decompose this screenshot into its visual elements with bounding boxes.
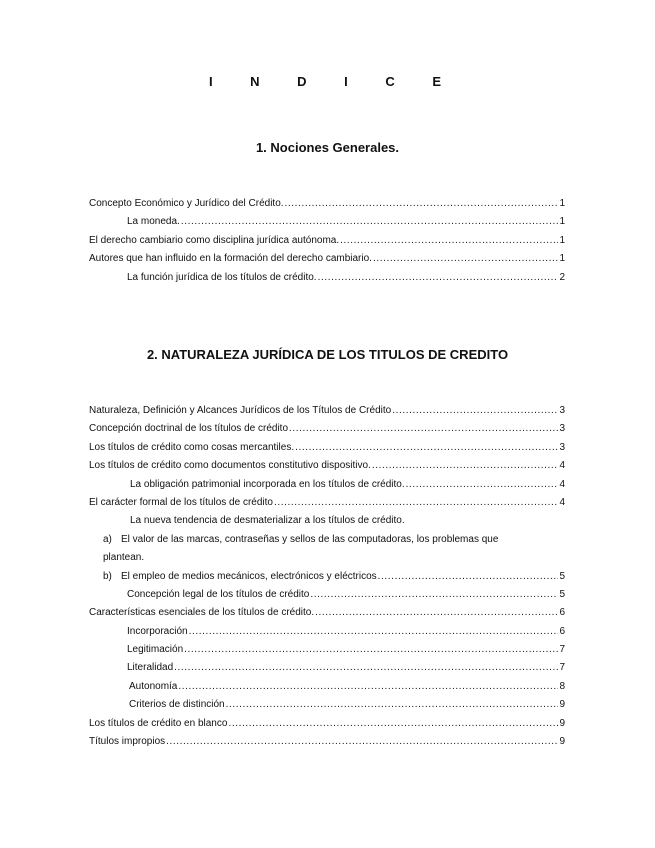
toc-leader — [318, 269, 559, 287]
toc-page-number: 1 — [559, 216, 565, 228]
toc-leader — [378, 568, 559, 586]
toc-entry-text: El carácter formal de los títulos de crédito — [89, 494, 273, 512]
toc-page-number: 7 — [559, 644, 565, 656]
toc-entry-text: El derecho cambiario como disciplina jurídica autónoma. — [89, 232, 339, 250]
toc-page-number: 9 — [559, 717, 565, 729]
toc-leader — [228, 715, 558, 733]
toc-entry — [89, 568, 565, 586]
toc-entry-text: La obligación patrimonial incorporada en los títulos de crédito. — [130, 476, 405, 494]
toc-page-number: 3 — [559, 423, 565, 435]
toc-leader — [226, 696, 559, 714]
toc-leader — [181, 213, 559, 231]
toc-entry-text: Los títulos de crédito como cosas mercantiles. — [89, 439, 294, 457]
toc-leader — [289, 420, 558, 438]
toc-leader — [310, 586, 558, 604]
toc-entry — [89, 696, 565, 714]
toc-leader — [285, 195, 559, 213]
toc-page-number: 3 — [559, 441, 565, 453]
toc-entry-text: El valor de las marcas, contraseñas y sellos de las computadoras, los problemas que — [121, 533, 499, 545]
toc-entry-text: Autores que han influido en la formación del derecho cambiario. — [89, 250, 372, 268]
toc-entry — [89, 402, 565, 420]
toc-leader — [373, 250, 558, 268]
toc-entry-text: El empleo de medios mecánicos, electrónicos y eléctricos — [121, 568, 377, 586]
toc-entry-text: La nueva tendencia de desmaterializar a los títulos de crédito. — [130, 515, 405, 527]
toc-leader — [174, 659, 558, 677]
toc-entry-text: Legitimación — [127, 641, 183, 659]
toc-leader — [274, 494, 558, 512]
toc-entry — [89, 439, 565, 457]
toc-page-number: 1 — [559, 253, 565, 265]
toc-entry-text: La función jurídica de los títulos de crédito. — [127, 269, 317, 287]
toc-entry-text: Los títulos de crédito como documentos constitutivo dispositivo. — [89, 457, 371, 475]
toc-leader — [315, 604, 558, 622]
list-marker: b) — [103, 570, 112, 582]
toc-entry-text: Naturaleza, Definición y Alcances Jurídicos de los Títulos de Crédito — [89, 402, 391, 420]
toc-section-1 — [89, 195, 565, 287]
toc-entry — [89, 269, 565, 287]
toc-page-number: 7 — [559, 662, 565, 674]
toc-entry — [89, 531, 565, 549]
toc-page-number: 6 — [559, 607, 565, 619]
toc-entry — [89, 678, 565, 696]
toc-leader — [178, 678, 558, 696]
toc-leader — [340, 232, 558, 250]
toc-entry-text: Títulos impropios — [89, 733, 165, 751]
toc-entry — [89, 494, 565, 512]
toc-entry — [89, 512, 565, 530]
toc-leader — [406, 476, 559, 494]
toc-page-number: 1 — [559, 198, 565, 209]
toc-entry-text: Concepción legal de los títulos de crédito — [127, 586, 309, 604]
toc-page-number: 5 — [559, 588, 565, 600]
toc-entry — [89, 715, 565, 733]
toc-leader — [392, 402, 558, 420]
toc-entry — [89, 604, 565, 622]
toc-page-number: 3 — [559, 405, 565, 416]
toc-entry-text: Los títulos de crédito en blanco — [89, 715, 227, 733]
toc-entry — [89, 641, 565, 659]
toc-entry — [89, 250, 565, 268]
toc-entry-text: La moneda. — [127, 213, 180, 231]
toc-entry — [89, 586, 565, 604]
toc-entry-text: plantean. — [103, 552, 145, 564]
toc-page-number: 4 — [559, 478, 565, 490]
toc-leader — [295, 439, 558, 457]
toc-entry-text: Concepto Económico y Jurídico del Crédito. — [89, 195, 284, 213]
toc-leader — [184, 641, 558, 659]
toc-entry — [89, 420, 565, 438]
toc-entry — [89, 659, 565, 677]
section-heading-2: 2. NATURALEZA JURÍDICA DE LOS TITULOS DE CREDITO — [146, 347, 509, 362]
toc-leader — [372, 457, 559, 475]
toc-entry-text: Criterios de distinción — [129, 696, 225, 714]
toc-page-number: 2 — [559, 271, 565, 283]
toc-entry-text: Características esenciales de los títulos de crédito. — [89, 604, 314, 622]
toc-page-number: 1 — [559, 234, 565, 246]
toc-entry — [89, 213, 565, 231]
toc-page-number: 6 — [559, 625, 565, 637]
toc-entry — [89, 549, 565, 567]
toc-entry — [89, 623, 565, 641]
toc-page-number: 9 — [559, 736, 565, 748]
toc-page-number: 4 — [559, 460, 565, 472]
toc-section-2 — [89, 402, 565, 751]
toc-leader — [189, 623, 559, 641]
toc-entry — [89, 457, 565, 475]
list-marker: a) — [103, 533, 112, 545]
index-title: I N D I C E — [208, 74, 459, 89]
toc-entry-text: Literalidad — [127, 659, 173, 677]
section-heading-1: 1. Nociones Generales. — [255, 140, 400, 155]
toc-entry-text: Incorporación — [127, 623, 188, 641]
toc-entry — [89, 232, 565, 250]
toc-entry — [89, 733, 565, 751]
toc-page-number: 8 — [559, 680, 565, 692]
toc-page-number: 9 — [559, 699, 565, 711]
toc-entry-text: Concepción doctrinal de los títulos de crédito — [89, 420, 288, 438]
toc-page-number: 4 — [559, 496, 565, 508]
toc-entry-text: Autonomía — [129, 678, 177, 696]
toc-leader — [166, 733, 558, 751]
toc-entry — [89, 195, 565, 213]
toc-page-number: 5 — [559, 570, 565, 582]
toc-entry — [89, 476, 565, 494]
